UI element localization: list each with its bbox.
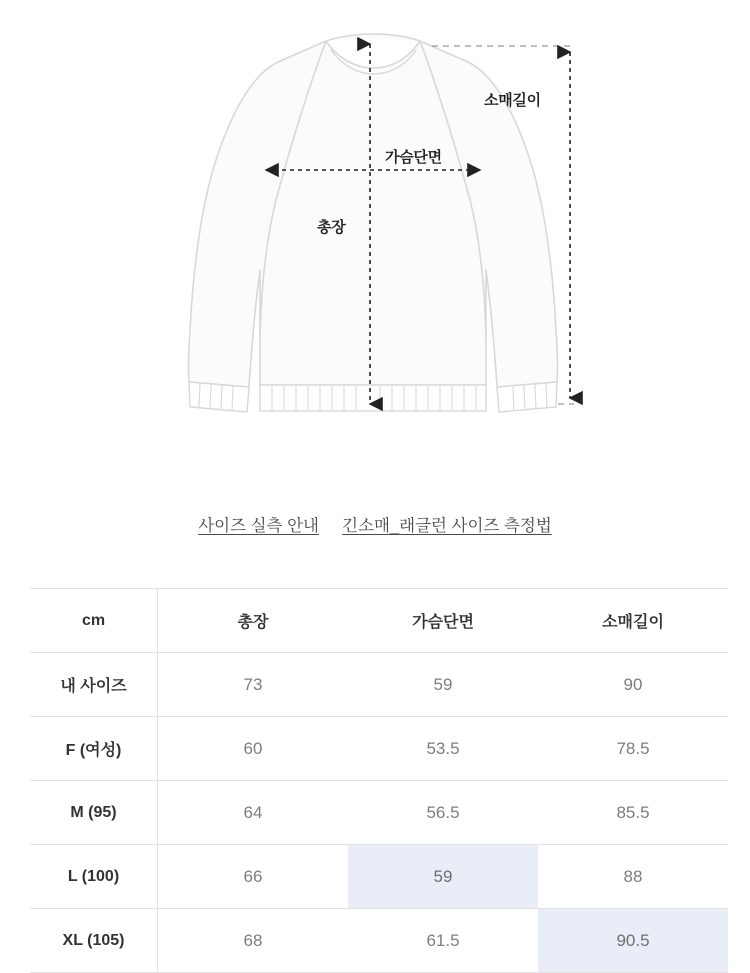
total-length-label: 총장 — [317, 219, 346, 236]
cell-chest-width: 59 — [348, 653, 538, 717]
row-label: F (여성) — [30, 717, 158, 781]
cell-sleeve-length: 78.5 — [538, 717, 728, 781]
row-label: M (95) — [30, 781, 158, 845]
cell-total-length: 66 — [158, 845, 349, 909]
cell-sleeve-length: 85.5 — [538, 781, 728, 845]
sweatshirt-illustration — [0, 0, 750, 470]
measurement-method-link[interactable]: 긴소매_래글런 사이즈 측정법 — [342, 517, 552, 535]
cell-total-length: 60 — [158, 717, 349, 781]
row-label: XL (105) — [30, 909, 158, 973]
cell-total-length: 73 — [158, 653, 349, 717]
header-sleeve-length: 소매길이 — [538, 589, 728, 653]
row-label: L (100) — [30, 845, 158, 909]
size-table — [30, 588, 728, 973]
cell-chest-width: 53.5 — [348, 717, 538, 781]
table-row — [30, 845, 728, 909]
header-total-length: 총장 — [158, 589, 349, 653]
cell-chest-width: 59 — [348, 845, 538, 909]
table-header-row — [30, 589, 728, 653]
chest-width-label: 가슴단면 — [385, 149, 442, 166]
table-row — [30, 781, 728, 845]
table-row — [30, 909, 728, 973]
cell-total-length: 64 — [158, 781, 349, 845]
table-row — [30, 653, 728, 717]
sleeve-length-label: 소매길이 — [484, 92, 541, 109]
caption-links — [0, 512, 750, 536]
cell-chest-width: 61.5 — [348, 909, 538, 973]
cell-sleeve-length: 88 — [538, 845, 728, 909]
size-guide-link[interactable]: 사이즈 실측 안내 — [198, 517, 319, 535]
header-chest-width: 가슴단면 — [348, 589, 538, 653]
table-row — [30, 717, 728, 781]
garment-diagram — [0, 0, 750, 470]
cell-sleeve-length: 90.5 — [538, 909, 728, 973]
cell-total-length: 68 — [158, 909, 349, 973]
row-label: 내 사이즈 — [30, 653, 158, 717]
cell-chest-width: 56.5 — [348, 781, 538, 845]
cell-sleeve-length: 90 — [538, 653, 728, 717]
header-unit: cm — [30, 589, 158, 653]
